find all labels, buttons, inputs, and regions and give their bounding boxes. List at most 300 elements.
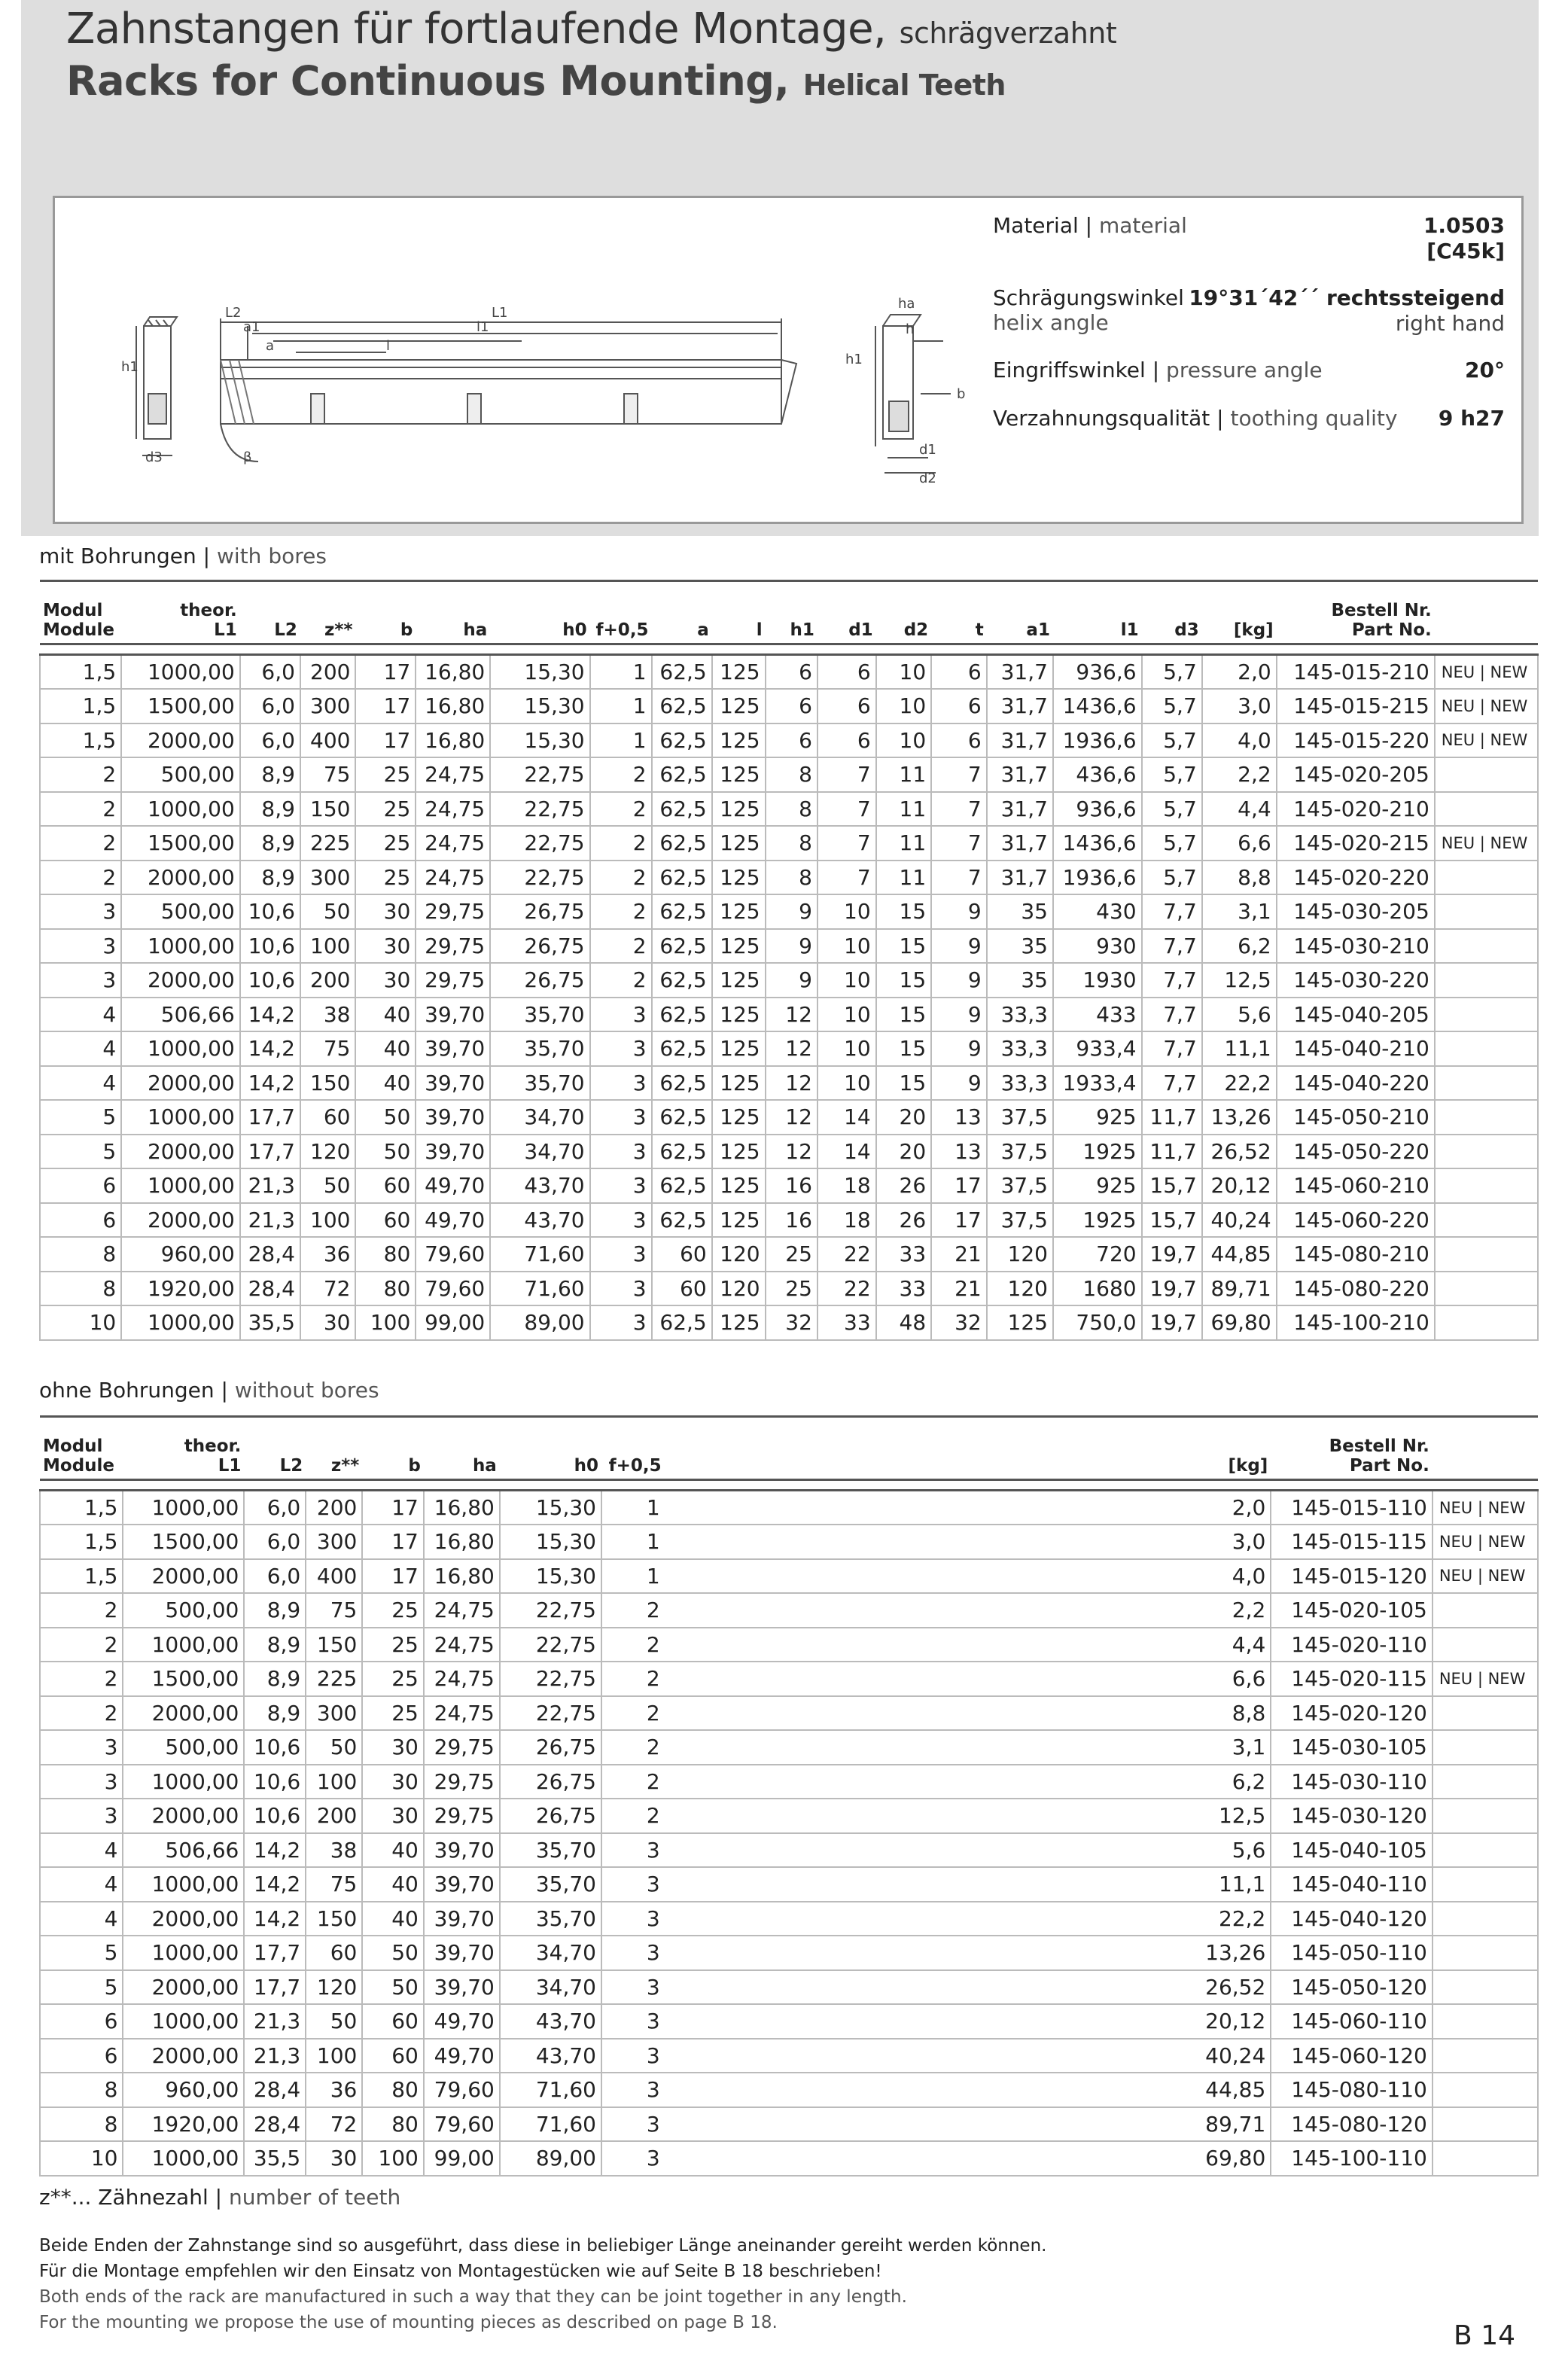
table-cell: 145-080-110 [1271,2073,1433,2107]
table-row [40,894,1538,929]
table-cell [824,1902,884,1936]
table-cell: 145-015-220 [1277,723,1435,758]
table-cell: 145-040-210 [1277,1031,1435,1066]
table-cell [717,1662,771,1696]
table-cell [717,2039,771,2073]
table-cell: 24,75 [424,1696,500,1731]
table-cell: 145-060-210 [1277,1168,1435,1203]
table-cell: 200 [300,655,356,690]
table-row [40,2107,1538,2142]
table-cell: 1,5 [40,1525,123,1559]
table-cell: 89,00 [490,1305,589,1340]
table-cell: 60 [355,1168,416,1203]
table-row [40,1662,1538,1696]
table-cell: 145-100-210 [1277,1305,1435,1340]
table-cell: 71,60 [490,1237,589,1272]
table-cell: 79,60 [424,2073,500,2107]
table-cell: 80 [355,1237,416,1272]
table-cell [884,1867,940,1902]
table-cell: 6 [766,689,817,723]
table-cell [824,1662,884,1696]
footnote-teeth: z**... Zähnezahl | number of teeth [39,2185,401,2210]
column-header: l1 [1120,620,1139,640]
table-cell [1143,1593,1196,1628]
table-cell: 35 [987,963,1053,998]
label-l1-total: L1 [492,305,508,321]
label-a1: a1 [243,319,260,335]
table-cell: 15,30 [490,723,589,758]
table-cell: 6 [931,723,987,758]
table-cell: 38 [306,1833,362,1868]
column-header: a1 [1026,620,1050,640]
table-cell: 36 [306,2073,362,2107]
table-cell: 62,5 [652,929,712,964]
table-cell [884,2073,940,2107]
table-cell: 25 [362,1593,424,1628]
table-cell: 17 [362,1559,424,1594]
table-cell: 20 [876,1100,932,1135]
column-header: b [408,1456,421,1476]
table-cell [717,2073,771,2107]
table-cell [665,1730,718,1765]
label-d3: d3 [145,449,163,465]
column-header: [kg] [1233,620,1274,640]
table-cell: 6 [817,723,876,758]
table-cell: 16,80 [416,723,490,758]
table-cell: 25 [766,1237,817,1272]
table-cell [940,2073,997,2107]
label-h: h [906,321,915,337]
table-cell: 24,75 [416,861,490,895]
table-cell: 62,5 [652,826,712,861]
table-cell: 145-020-215 [1277,826,1435,861]
table-cell: 6 [40,1168,121,1203]
table-cell: 145-030-120 [1271,1799,1433,1833]
table-cell [824,2039,884,2073]
table-row [40,792,1538,827]
table-cell [665,2107,718,2142]
table-cell: 43,70 [490,1168,589,1203]
table-cell: 7 [931,826,987,861]
table-cell: 5 [40,1100,121,1135]
new-badge: NEU | NEW [1433,1559,1538,1594]
table-cell: 145-060-110 [1271,2004,1433,2039]
table-cell: 125 [712,826,766,861]
column-header: z** [324,620,353,640]
table-cell [1065,1902,1143,1936]
table-cell [665,1765,718,1799]
table-cell: 10 [817,1031,876,1066]
table-cell [940,1696,997,1731]
new-badge [1435,1135,1538,1169]
table-cell [884,1491,940,1525]
table-cell [717,1765,771,1799]
table-cell: 60 [652,1272,712,1306]
table-cell [665,2004,718,2039]
table-cell: 10 [876,655,932,690]
table-cell [771,1765,824,1799]
column-header: [kg] [1228,1456,1268,1476]
table-cell: 16,80 [424,1559,500,1594]
table-cell [884,2039,940,2073]
table-cell [771,1799,824,1833]
table-row [40,998,1538,1032]
table-cell: 89,00 [500,2141,601,2176]
table-cell: 33 [817,1305,876,1340]
table-cell [665,1593,718,1628]
column-header: l [756,620,763,640]
table-cell: 30 [306,2141,362,2176]
table-cell: 5,7 [1142,826,1202,861]
table-cell [665,1833,718,1868]
table-cell: 89,71 [1195,2107,1271,2142]
table-cell: 430 [1053,894,1142,929]
table-cell: 2 [40,1662,123,1696]
table-cell [1143,2107,1196,2142]
table-cell: 50 [362,1970,424,2005]
table-cell [884,1730,940,1765]
table-cell [940,2141,997,2176]
new-badge [1435,792,1538,827]
table-cell: 145-020-220 [1277,861,1435,895]
table-cell [771,1696,824,1731]
table-cell [717,1559,771,1594]
table-cell: 145-080-210 [1277,1237,1435,1272]
column-header [1065,1417,1143,1480]
table-cell [1065,2107,1143,2142]
table-cell: 1000,00 [121,929,240,964]
table-cell: 145-015-110 [1271,1491,1433,1525]
table-cell: 8 [766,757,817,792]
table-cell [940,1628,997,1662]
table-cell: 100 [355,1305,416,1340]
new-badge: NEU | NEW [1433,1662,1538,1696]
table-cell: 17,7 [244,1936,306,1970]
table-cell: 8,8 [1195,1696,1271,1731]
new-badge [1433,1970,1538,2005]
table-cell: 400 [306,1559,362,1594]
table-row [40,1902,1538,1936]
table-cell [1065,1867,1143,1902]
table-row [40,1559,1538,1594]
table-cell: 29,75 [416,894,490,929]
new-badge [1433,1765,1538,1799]
table-cell [1065,1936,1143,1970]
table-cell [1143,1902,1196,1936]
new-badge [1435,894,1538,929]
table-cell: 2 [601,1696,665,1731]
table-cell: 933,4 [1053,1031,1142,1066]
table-cell: 2000,00 [121,1066,240,1101]
table-cell: 17 [355,655,416,690]
table-cell: 150 [300,1066,356,1101]
table-cell: 49,70 [424,2004,500,2039]
table-cell: 62,5 [652,1168,712,1203]
table-cell [1143,1936,1196,1970]
table-cell [884,1662,940,1696]
table-cell: 28,4 [240,1272,300,1306]
table-cell [771,1662,824,1696]
table-cell: 24,75 [416,826,490,861]
table-cell: 11,1 [1195,1867,1271,1902]
table-cell: 10,6 [240,963,300,998]
new-badge [1435,757,1538,792]
table-cell [1065,1559,1143,1594]
table-cell: 8,9 [240,757,300,792]
table-row [40,1696,1538,1731]
table-cell: 22,75 [500,1662,601,1696]
table-cell: 12 [766,1100,817,1135]
column-header [665,1417,718,1480]
table-cell: 16,80 [424,1491,500,1525]
table-cell: 8 [40,2107,123,2142]
table-row [40,2073,1538,2107]
table-cell: 1,5 [40,723,121,758]
table-cell: 125 [712,655,766,690]
table-cell [824,1867,884,1902]
table-cell: 62,5 [652,1203,712,1238]
table-cell: 125 [712,861,766,895]
table-cell [940,1970,997,2005]
table-row [40,1936,1538,1970]
table-cell: 33 [876,1272,932,1306]
table-cell: 9 [931,1031,987,1066]
label-beta: β [243,449,252,465]
table-cell: 69,80 [1202,1305,1277,1340]
table-cell: 22,75 [490,826,589,861]
table-cell: 40,24 [1195,2039,1271,2073]
table-cell: 3 [40,894,121,929]
table-cell: 79,60 [424,2107,500,2142]
table-cell: 120 [300,1135,356,1169]
table-cell: 120 [712,1272,766,1306]
table-cell: 49,70 [424,2039,500,2073]
table-cell: 1920,00 [123,2107,244,2142]
table-cell: 1680 [1053,1272,1142,1306]
table-cell: 145-050-120 [1271,1970,1433,2005]
table-cell: 4,0 [1202,723,1277,758]
spec-helix-angle: Schrägungswinkel helix angle 19°31´42´´ rechtssteigend right hand [993,285,1505,336]
table-cell [1143,1970,1196,2005]
table-cell: 62,5 [652,689,712,723]
table-cell [665,2073,718,2107]
table-cell [824,1628,884,1662]
table-cell: 62,5 [652,1100,712,1135]
table-cell: 26 [876,1168,932,1203]
spec-pressure-angle: Eingriffswinkel | pressure angle 20° [993,358,1505,382]
table-cell: 28,4 [240,1237,300,1272]
new-badge [1433,1628,1538,1662]
table-cell [665,1559,718,1594]
table-cell: 13 [931,1135,987,1169]
table-cell: 100 [300,929,356,964]
new-badge [1435,1100,1538,1135]
spec-box [53,196,1524,524]
table-cell: 930 [1053,929,1142,964]
column-header: t [975,620,984,640]
table-cell: 3 [590,1272,652,1306]
table-cell: 8 [766,792,817,827]
table-cell: 145-050-210 [1277,1100,1435,1135]
column-header: d2 [903,620,929,640]
column-header: L2 [274,620,297,640]
table-cell: 125 [712,689,766,723]
table-cell: 145-015-210 [1277,655,1435,690]
table-cell: 4 [40,1066,121,1101]
table-cell: 8,9 [244,1593,306,1628]
table-cell: 125 [712,963,766,998]
table-cell: 20,12 [1202,1168,1277,1203]
table-cell: 11,1 [1202,1031,1277,1066]
table-cell: 22,75 [500,1593,601,1628]
table-cell: 14,2 [240,1066,300,1101]
table-cell: 2000,00 [121,861,240,895]
table-cell: 9 [931,998,987,1032]
table-cell [771,2004,824,2039]
table-cell: 15,7 [1142,1168,1202,1203]
table-cell: 50 [306,2004,362,2039]
table-cell [997,1936,1065,1970]
table-cell [771,1559,824,1594]
table-cell: 4 [40,1031,121,1066]
table-cell: 7 [817,861,876,895]
table-cell: 3 [590,1135,652,1169]
table-cell [884,1902,940,1936]
table-cell: 225 [300,826,356,861]
table-cell: 3 [590,1100,652,1135]
table-row [40,1628,1538,1662]
table-cell: 5,7 [1142,792,1202,827]
table-cell: 7,7 [1142,998,1202,1032]
table-cell: 13,26 [1195,1936,1271,1970]
table-cell: 39,70 [424,1936,500,1970]
table-cell: 1000,00 [123,1936,244,1970]
table-cell [1065,1833,1143,1868]
table-row [40,2141,1538,2176]
table-cell: 2,0 [1202,655,1277,690]
column-header: d3 [1174,620,1199,640]
table-cell [1065,2073,1143,2107]
table-cell: 433 [1053,998,1142,1032]
table-cell: 2 [590,826,652,861]
table-cell: 300 [306,1696,362,1731]
table-cell: 2 [590,792,652,827]
table-cell: 10 [40,1305,121,1340]
table-cell: 5,7 [1142,689,1202,723]
table-cell: 6 [931,689,987,723]
table-cell: 960,00 [121,1237,240,1272]
table-cell: 11 [876,826,932,861]
table-cell [884,1559,940,1594]
table-cell: 120 [987,1237,1053,1272]
table-cell: 80 [362,2107,424,2142]
table-cell: 5,6 [1202,998,1277,1032]
table-cell: 62,5 [652,1135,712,1169]
new-badge [1433,1730,1538,1765]
section-with-bores: mit Bohrungen | with bores [39,544,327,568]
table-cell [997,1799,1065,1833]
table-cell: 4,4 [1202,792,1277,827]
table-cell [997,1867,1065,1902]
table-cell [665,1628,718,1662]
table-cell: 2 [590,929,652,964]
table-cell [824,1799,884,1833]
table-cell: 19,7 [1142,1237,1202,1272]
table-cell: 5 [40,1970,123,2005]
table-cell: 22,75 [500,1628,601,1662]
table-cell: 2 [601,1628,665,1662]
table-cell: 30 [362,1765,424,1799]
table-cell: 18 [817,1203,876,1238]
table-cell: 25 [355,792,416,827]
table-cell: 39,70 [416,1066,490,1101]
table-cell [824,1970,884,2005]
table-cell: 35,70 [490,1066,589,1101]
table-cell: 936,6 [1053,792,1142,827]
table-cell: 12,5 [1202,963,1277,998]
table-cell [940,1799,997,1833]
table-cell [1065,1765,1143,1799]
column-header: theor. L1 [184,1436,242,1476]
new-badge [1435,1237,1538,1272]
table-cell [884,1833,940,1868]
table-cell: 506,66 [123,1833,244,1868]
table-cell: 2 [40,1696,123,1731]
table-cell [717,1696,771,1731]
table-cell: 3 [590,998,652,1032]
table-cell: 5 [40,1936,123,1970]
table-cell: 8 [40,1272,121,1306]
table-cell: 7,7 [1142,1031,1202,1066]
table-cell: 39,70 [416,1135,490,1169]
table-cell: 62,5 [652,1031,712,1066]
mounting-notes [39,2233,1046,2335]
table-cell [997,1902,1065,1936]
table-cell: 145-030-105 [1271,1730,1433,1765]
table-cell: 11 [876,861,932,895]
table-cell [1065,1730,1143,1765]
column-header [824,1417,884,1480]
table-cell: 8 [766,861,817,895]
table-cell: 25 [362,1696,424,1731]
table-cell: 120 [712,1237,766,1272]
table-cell: 4,0 [1195,1559,1271,1594]
table-cell: 60 [362,2004,424,2039]
new-badge [1435,1272,1538,1306]
table-cell: 3 [601,2107,665,2142]
table-row [40,826,1538,861]
table-cell: 1000,00 [121,792,240,827]
table-cell [717,2107,771,2142]
table-cell [717,2141,771,2176]
table-cell: 11 [876,792,932,827]
table-cell: 26,75 [500,1799,601,1833]
table-cell [1143,1833,1196,1868]
table-cell: 28,4 [244,2107,306,2142]
table-cell [665,1491,718,1525]
table-cell [884,1765,940,1799]
table-cell: 43,70 [490,1203,589,1238]
table-cell: 11,7 [1142,1135,1202,1169]
table-cell [884,2004,940,2039]
table-cell [824,2107,884,2142]
table-cell: 2 [590,894,652,929]
column-header: Modul Module [43,1436,115,1476]
table-cell: 125 [712,1203,766,1238]
table-cell [997,1662,1065,1696]
table-cell: 8,9 [240,792,300,827]
new-badge [1435,1203,1538,1238]
